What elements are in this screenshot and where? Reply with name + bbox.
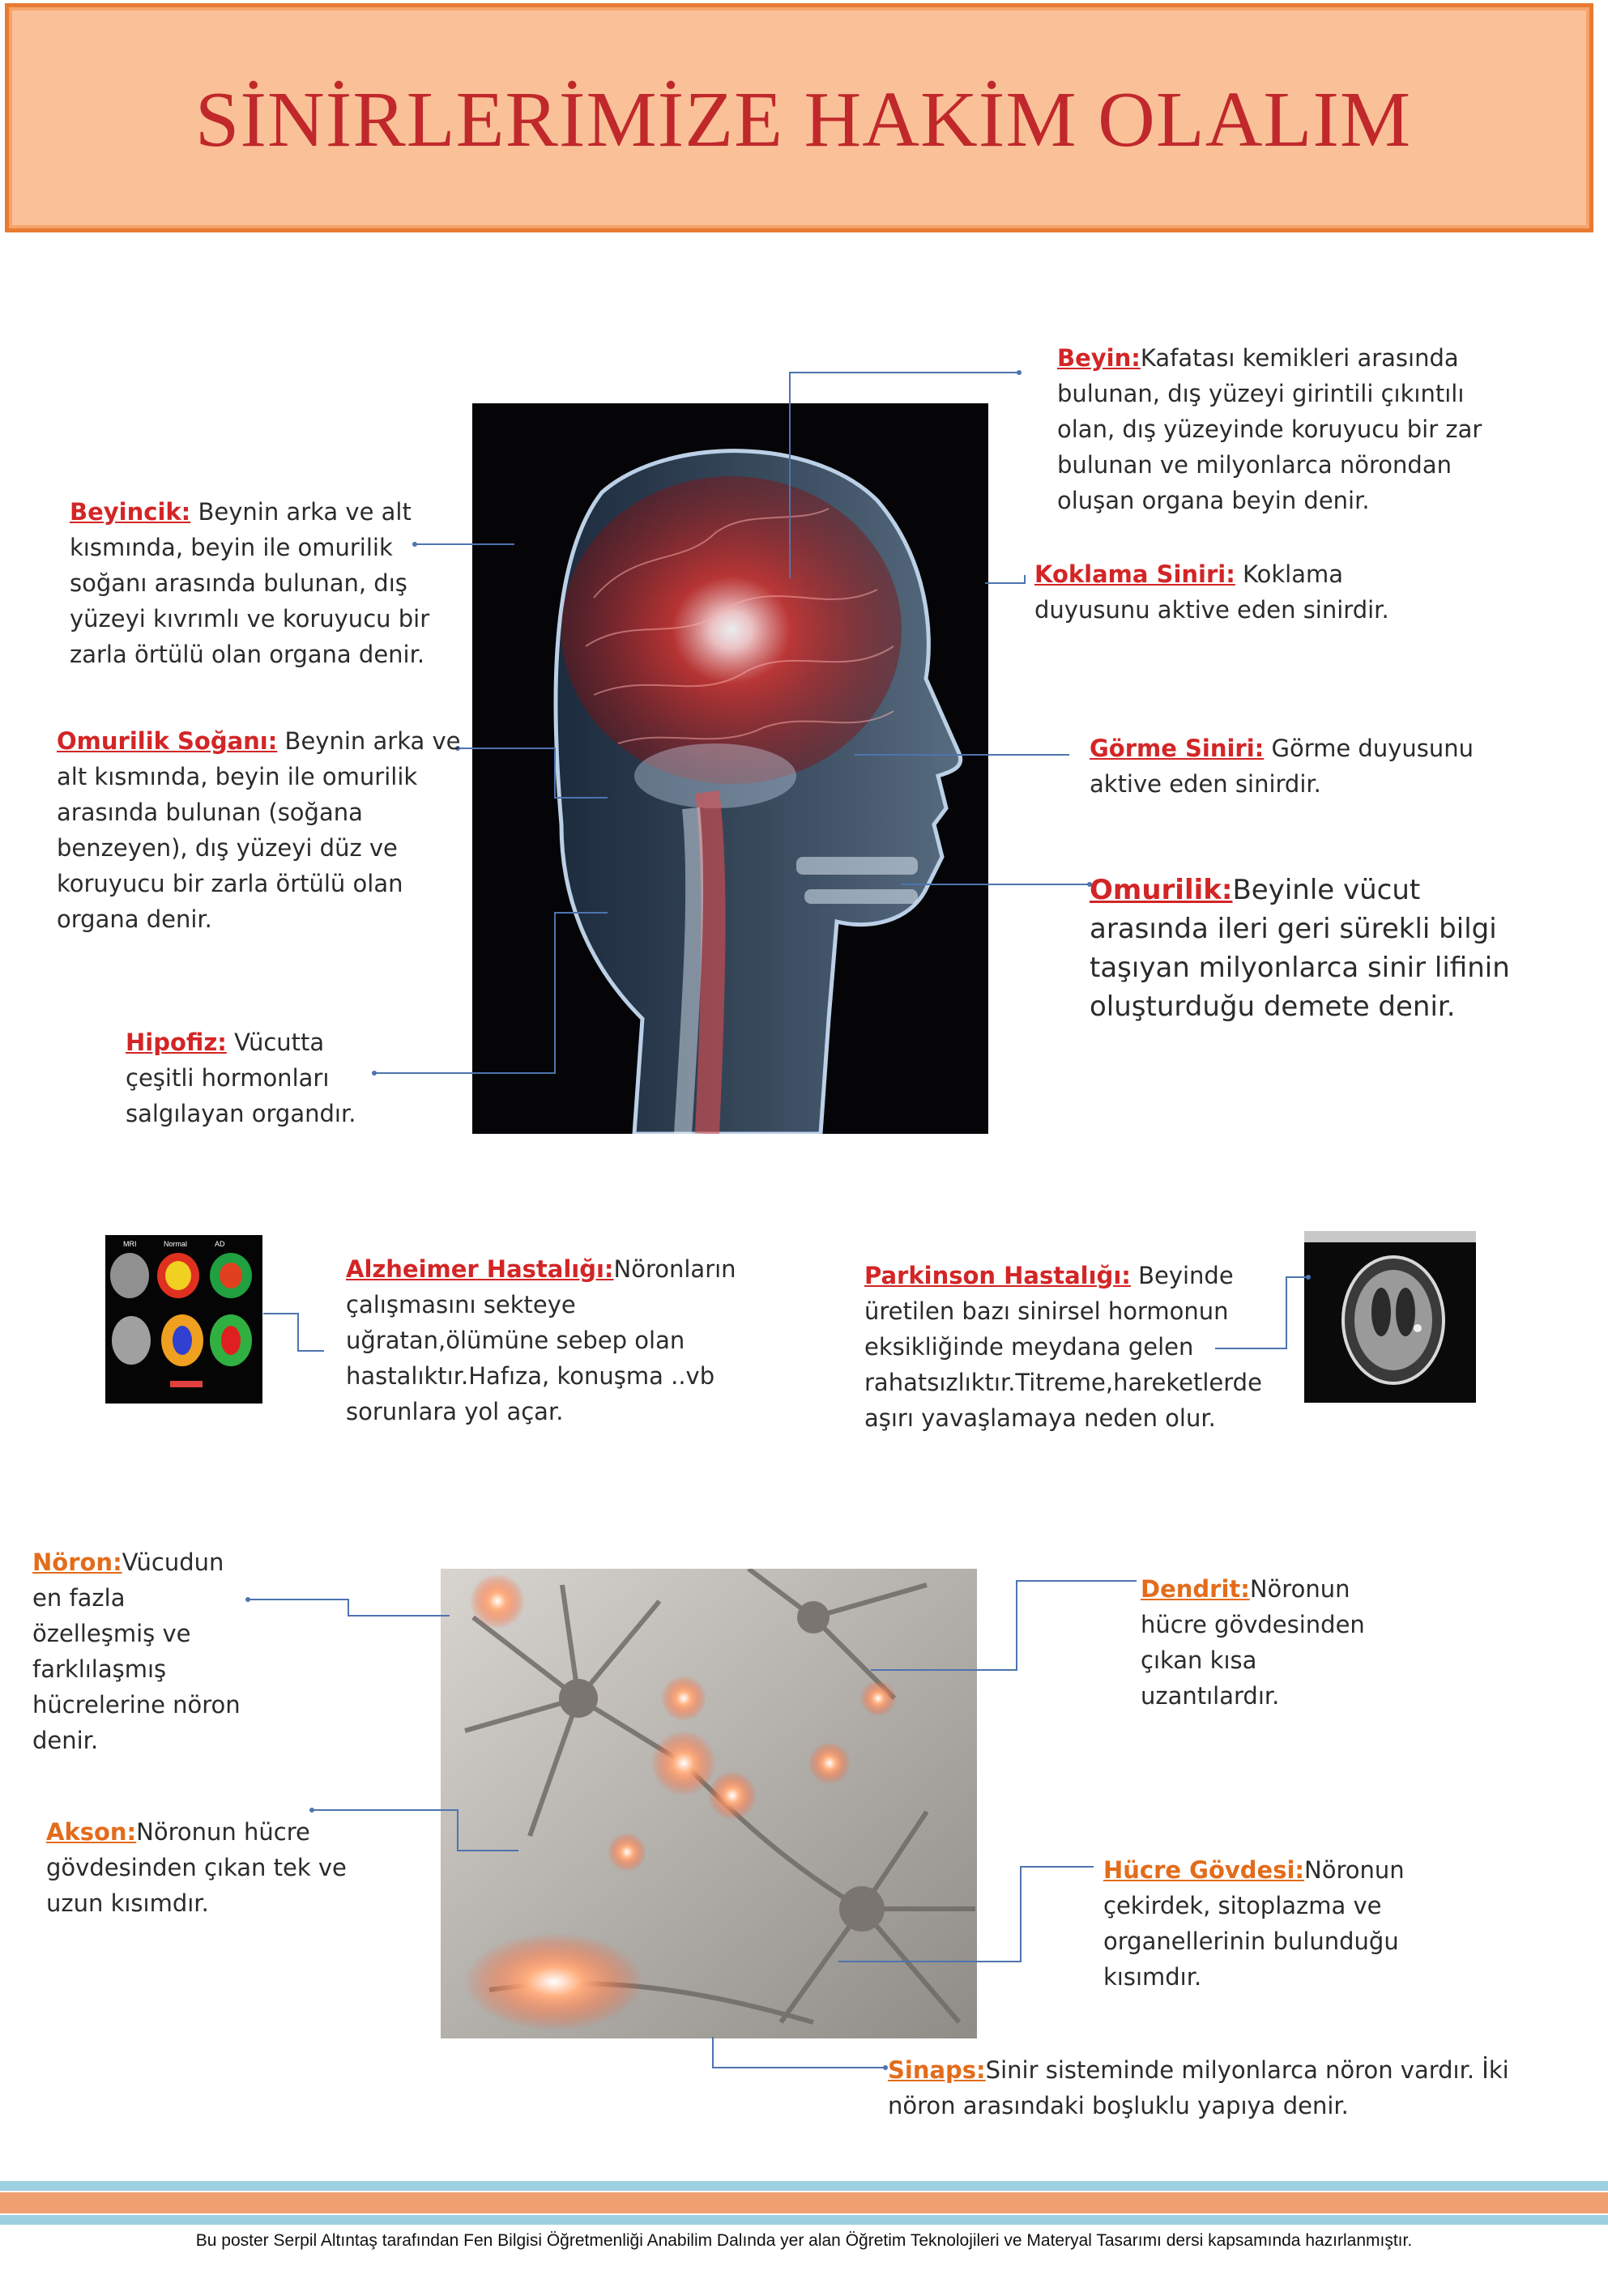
alzheimer-term: Alzheimer Hastalığı: — [346, 1255, 614, 1283]
label-normal: Normal — [164, 1240, 188, 1248]
parkinson-text: Beyinde üretilen bazı sinirsel hormonun eksikliğinde meydana gelen rahatsızlıktır.Titreme,hareketlerde aşırı yavaşlamaya neden olur. — [864, 1262, 1262, 1432]
alzheimer-text: Nöronların çalışmasını sekteye uğratan,ölümüne sebep olan hastalıktır.Hafıza, konuşma ..vb sorunlara yol açar. — [346, 1255, 736, 1425]
footer-stripe-blue-bottom — [0, 2215, 1608, 2225]
hucre-govdesi-term: Hücre Gövdesi: — [1103, 1856, 1305, 1884]
sinaps-term: Sinaps: — [888, 2056, 986, 2084]
hipofiz-note — [126, 1024, 369, 1131]
koklama-siniri-note — [1034, 556, 1431, 628]
footer-credit: Bu poster Serpil Altıntaş tarafından Fen Bilgisi Öğretmenliği Anabilim Dalında yer alan Öğretim Teknolojileri ve Materyal Tasarımı dersi kapsamında hazırlanmıştır. — [195, 2231, 1413, 2250]
akson-text: Nöronun hücre gövdesinden çıkan tek ve uzun kısımdır. — [46, 1818, 347, 1917]
beyincik-note — [70, 494, 450, 672]
omurilik-text: Beyinle vücut arasında ileri geri sürekli bilgi taşıyan milyonlarca sinir lifinin oluşturduğu demete denir. — [1090, 874, 1510, 1023]
omurilik-term: Omurilik: — [1090, 874, 1233, 906]
hucre-govdesi-note — [1103, 1852, 1444, 1995]
noron-term: Nöron: — [32, 1548, 122, 1576]
footer-stripe-orange — [0, 2192, 1608, 2213]
hucre-govdesi-text: Nöronun çekirdek, sitoplazma ve organellerinin bulunduğu kısımdır. — [1103, 1856, 1405, 1991]
omurilik-sogani-note — [57, 723, 462, 937]
gorme-siniri-text: Görme duyusunu aktive eden sinirdir. — [1090, 735, 1474, 798]
koklama-siniri-text: Koklama duyusunu aktive eden sinirdir. — [1034, 560, 1389, 624]
dendrit-text: Nöronun hücre gövdesinden çıkan kısa uzantılardır. — [1141, 1575, 1365, 1710]
sinaps-text: Sinir sisteminde milyonlarca nöron vardır. İki nöron arasındaki boşluklu yapıya denir. — [888, 2056, 1509, 2119]
gorme-siniri-term: Görme Siniri: — [1090, 735, 1265, 762]
beyincik-text: Beynin arka ve alt kısmında, beyin ile omurilik soğanı arasında bulunan, dış yüzeyi kıvrımlı ve koruyucu bir zarla örtülü olan organa denir. — [70, 498, 430, 668]
omurilik-sogani-text: Beynin arka ve alt kısmında, beyin ile omurilik arasında bulunan (soğana benzeyen), dış yüzeyi düz ve koruyucu bir zarla örtülü olan organa denir. — [57, 727, 461, 933]
sinaps-note — [888, 2052, 1536, 2123]
akson-note — [46, 1814, 370, 1921]
noron-note — [32, 1544, 251, 1758]
label-mri: MRI — [123, 1240, 137, 1248]
noron-text: Vücudun en fazla özelleşmiş ve farklılaşmış hücrelerine nöron denir. — [32, 1548, 241, 1754]
omurilik-sogani-term: Omurilik Soğanı: — [57, 727, 278, 755]
hipofiz-term: Hipofiz: — [126, 1029, 227, 1056]
alzheimer-note — [346, 1251, 751, 1429]
beyin-term: Beyin: — [1057, 344, 1141, 372]
koklama-siniri-term: Koklama Siniri: — [1034, 560, 1235, 588]
page-title: SİNİRLERİMİZE HAKİM OLALIM — [194, 76, 1412, 164]
beyin-text: Kafatası kemikleri arasında bulunan, dış yüzeyi girintili çıkıntılı olan, dış yüzeyinde koruyucu bir zar bulunan ve milyonlarca nörondan oluşan organa beyin denir. — [1057, 344, 1482, 514]
hipofiz-text: Vücutta çeşitli hormonları salgılayan organdır. — [126, 1029, 356, 1127]
beyincik-term: Beyincik: — [70, 498, 191, 526]
label-ad: AD — [215, 1240, 225, 1248]
gorme-siniri-note — [1090, 731, 1507, 802]
omurilik-note — [1090, 871, 1543, 1026]
akson-term: Akson: — [46, 1818, 137, 1846]
footer-stripe-blue-top — [0, 2181, 1608, 2191]
parkinson-term: Parkinson Hastalığı: — [864, 1262, 1131, 1289]
beyin-note — [1057, 340, 1491, 518]
parkinson-note — [864, 1258, 1286, 1436]
dendrit-note — [1141, 1571, 1384, 1714]
dendrit-term: Dendrit: — [1141, 1575, 1250, 1603]
